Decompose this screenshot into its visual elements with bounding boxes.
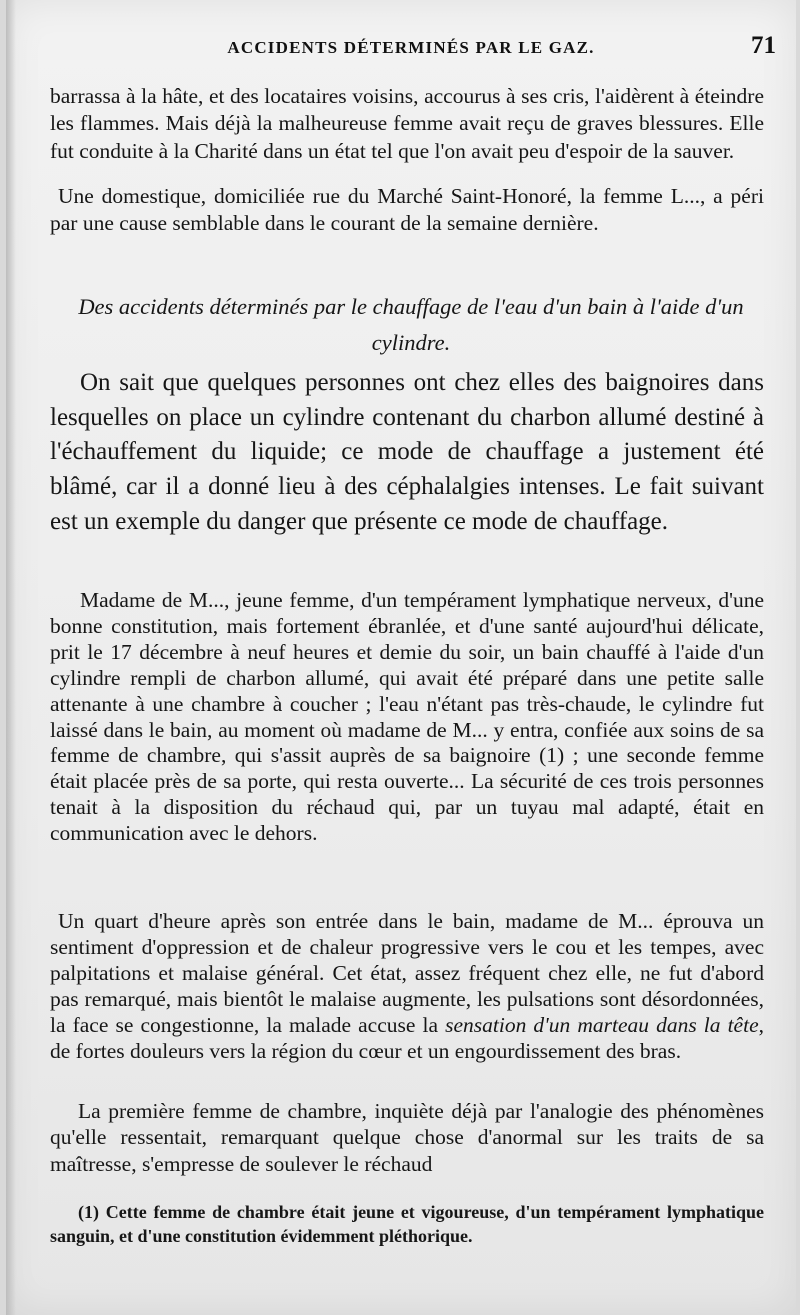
symptoms-text-end: , de fortes douleurs vers la région du cœur et un engourdissement des bras. bbox=[50, 1013, 764, 1064]
symptoms-paragraph bbox=[50, 908, 764, 1065]
page-number: 71 bbox=[751, 32, 776, 59]
running-head bbox=[46, 32, 776, 68]
page-gutter-shadow bbox=[6, 0, 16, 1315]
section-intro-paragraph: On sait que quelques personnes ont chez elles des baignoires dans lesquelles on place un cylindre contenant du charbon allumé destiné à l'échauffement du liquide; ce mode de chauffage a justement été blâmé, car il a donné lieu à des céphalalgies intenses. Le fait suivant est un exemple du danger que présente ce mode de chauffage. bbox=[50, 369, 764, 535]
symptoms-text-start: Un quart d'heure après son entrée dans le bain, madame de M... éprouva un sentiment d'oppression et de chaleur progressive vers le cou et les tempes, avec palpitations et malaise général. Cet état, assez fréquent chez elle, ne fut d'abord pas remarqué, mais bientôt le malaise augmente, les pulsations sont désordonnées, la face se congestionne, la malade accuse la bbox=[50, 909, 764, 1038]
section-heading: Des accidents déterminés par le chauffage de l'eau d'un bain à l'aide d'un cylindre. bbox=[78, 294, 744, 355]
case-paragraph: Madame de M..., jeune femme, d'un tempérament lymphatique nerveux, d'une bonne constitution, mais fortement ébranlée, et d'une santé aujourd'hui délicate, prit le 17 décembre à neuf heures et demie du soir, un bain chauffé à l'aide d'un cylindre rempli de charbon allumé, qui avait été préparé dans une petite salle attenante à une chambre à coucher ; l'eau n'étant pas très-chaude, le cylindre fut laissé dans le bain, au moment où madame de M... y entra, confiée aux soins de sa femme de chambre, qui s'assit auprès de sa baignoire (1) ; une seconde femme était placée près de sa porte, qui resta ouverte... La sécurité de ces trois personnes tenait à la disposition du réchaud qui, par un tuyau mal adapté, était en communication avec le dehors. bbox=[50, 588, 764, 846]
chambermaid-paragraph: La première femme de chambre, inquiète déjà par l'analogie des phénomènes qu'elle ressentait, remarquant quelque chose d'anormal sur les traits de sa maîtresse, s'empresse de soulever le réchaud bbox=[50, 1099, 764, 1176]
symptoms-italic-phrase: sensation d'un marteau dans la tête bbox=[445, 1013, 759, 1038]
paragraph-domestic-case: Une domestique, domiciliée rue du Marché Saint-Honoré, la femme L..., a péri par une cause semblable dans le courant de la semaine dernière. bbox=[50, 184, 764, 236]
footnote: (1) Cette femme de chambre était jeune et vigoureuse, d'un tempérament lymphatique sanguin, et d'une constitution évidemment pléthorique. bbox=[50, 1202, 764, 1246]
paragraph-continued: barrassa à la hâte, et des locataires voisins, accourus à ses cris, l'aidèrent à éteindre les flammes. Mais déjà la malheureuse femme avait reçu de graves blessures. Elle fut conduite à la Charité dans un état tel que l'on avait peu d'espoir de la sauver. bbox=[50, 84, 764, 163]
book-page bbox=[6, 0, 796, 1315]
running-head-title: ACCIDENTS DÉTERMINÉS PAR LE GAZ. bbox=[227, 38, 595, 57]
